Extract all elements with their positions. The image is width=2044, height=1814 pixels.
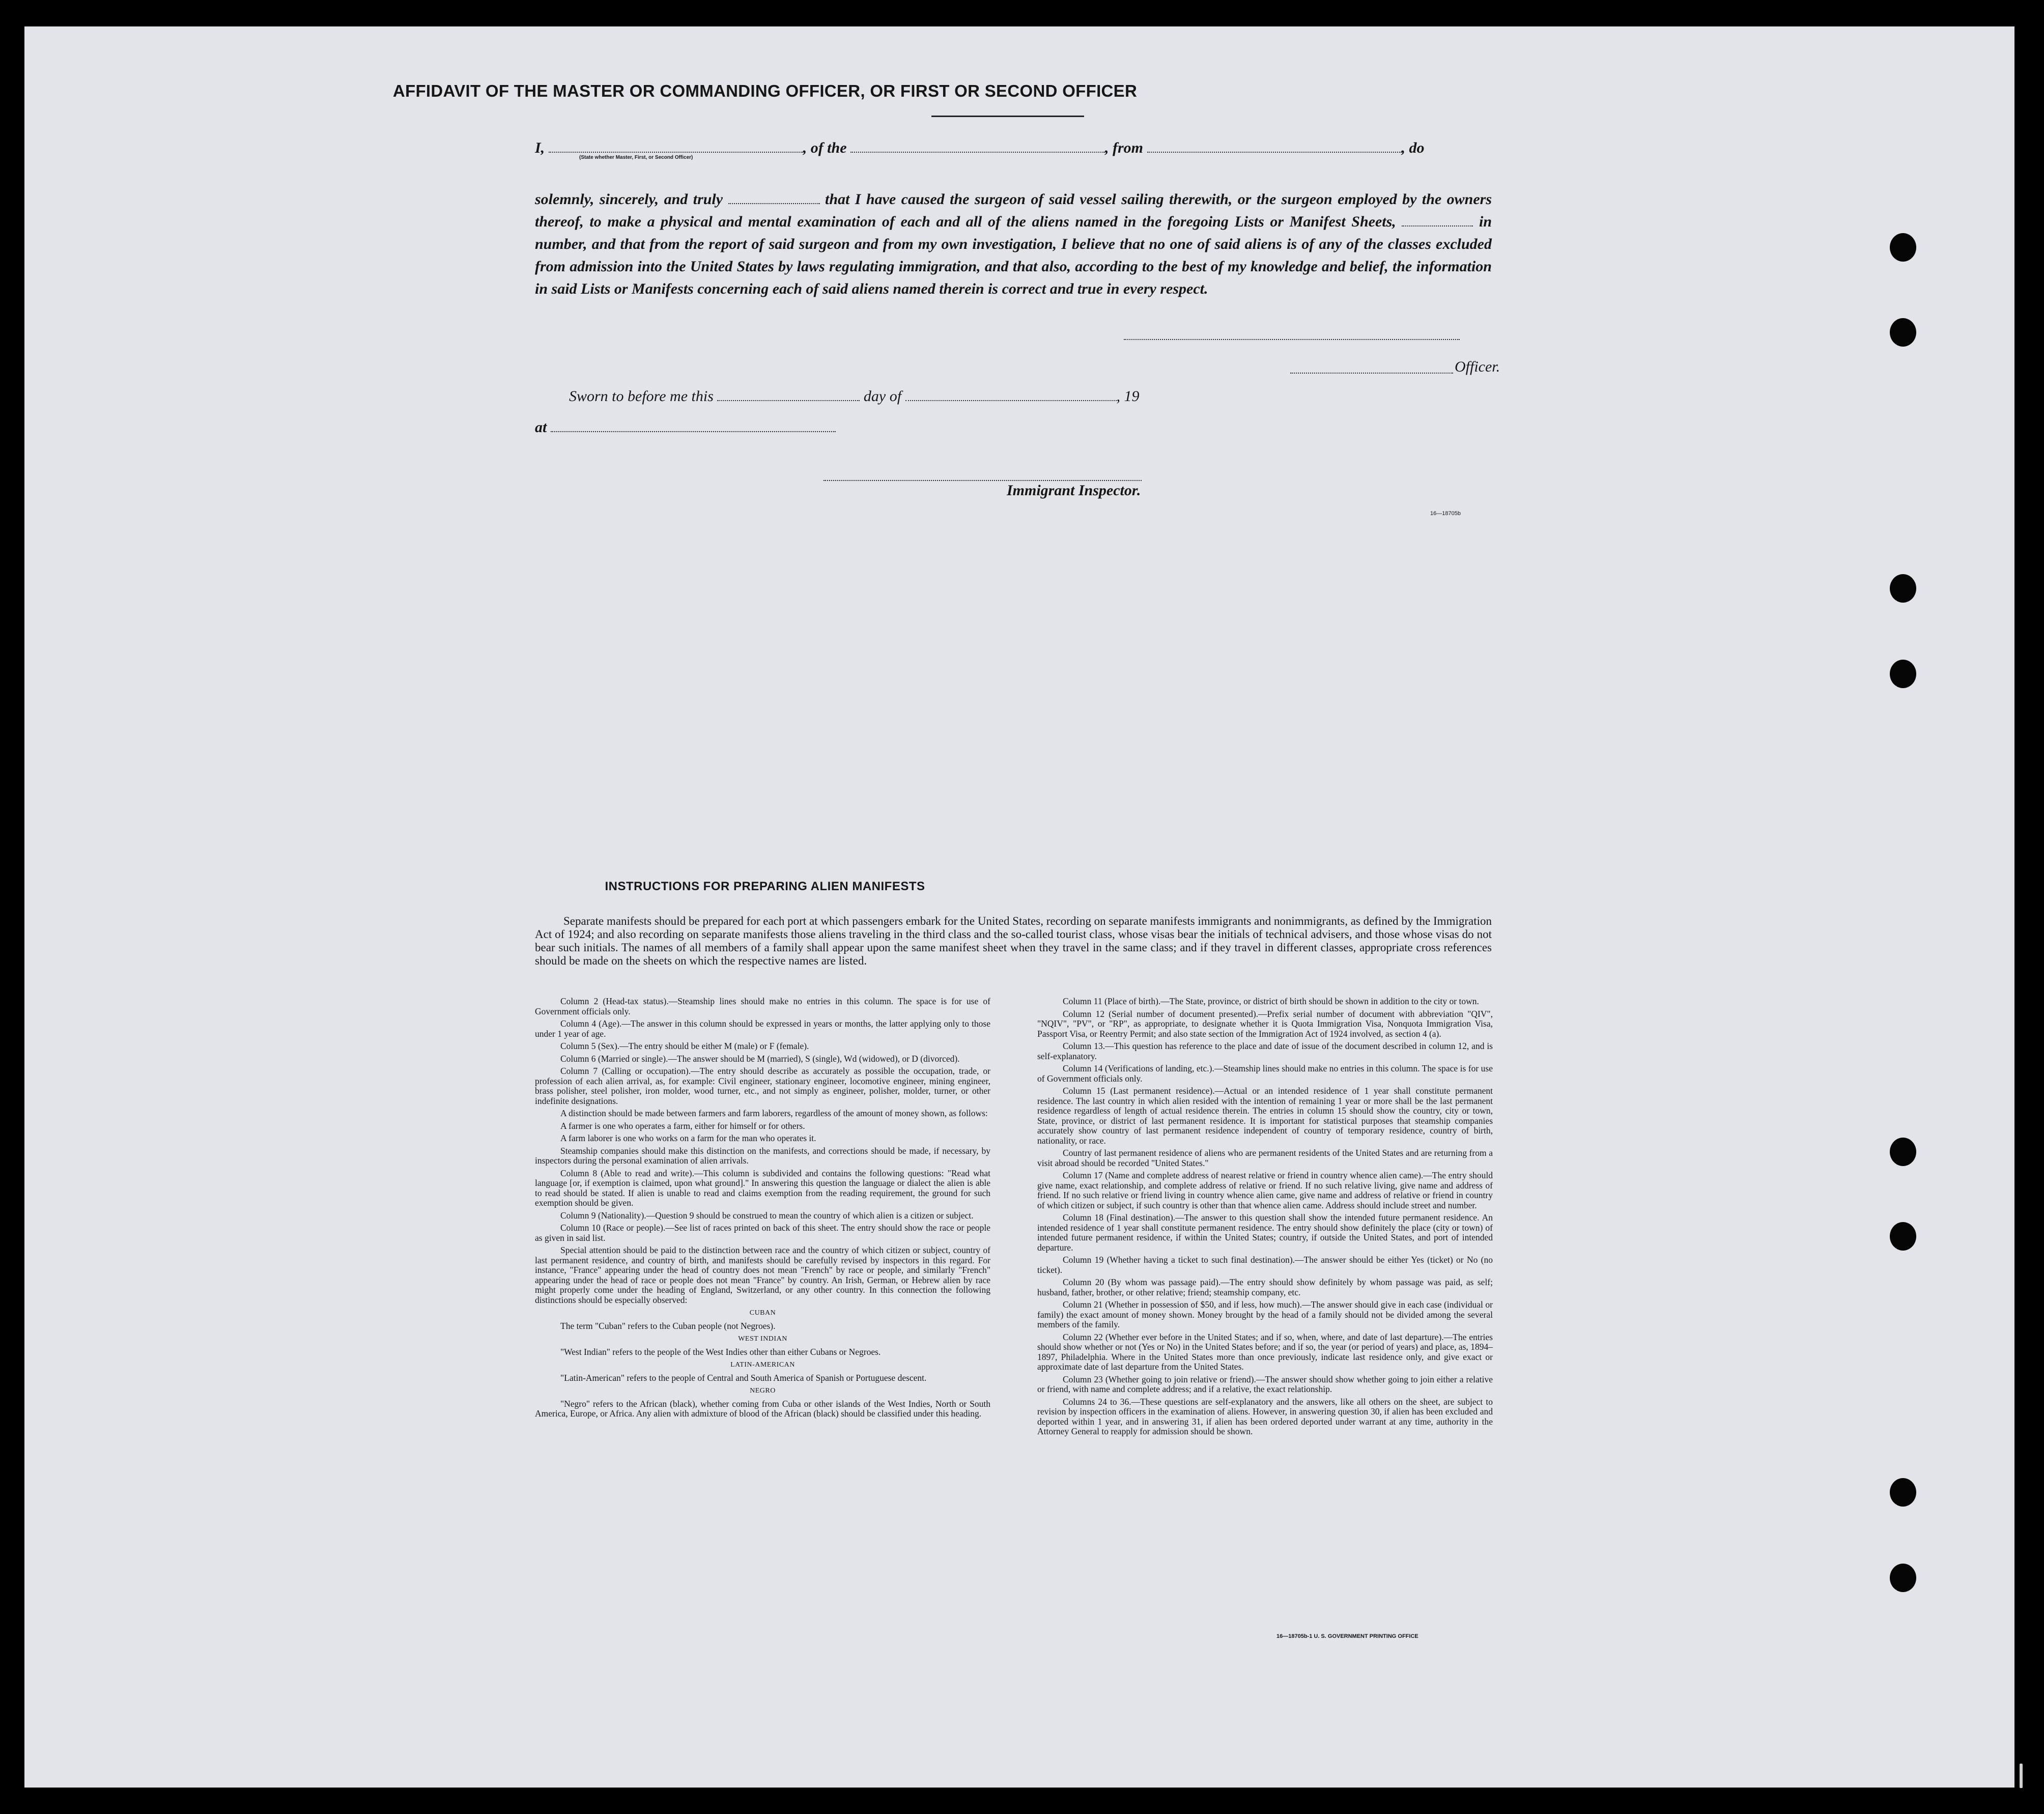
instruction-paragraph: Column 23 (Whether going to join relative or friend).—The answer should show whether going to join either a relative or friend, with name and complete address; and if a relative, the exact relationship. — [1037, 1374, 1493, 1394]
at-line — [535, 419, 1492, 436]
instruction-paragraph: Steamship companies should make this distinction on the manifests, and corrections should be made, if necessary, by inspectors during the personal examination of alien arrivals. — [535, 1145, 990, 1166]
instruction-paragraph: Column 4 (Age).—The answer in this column should be expressed in years or months, the latter applying only to those under 1 year of age. — [535, 1018, 990, 1039]
sworn-place-field[interactable] — [551, 431, 836, 432]
instruction-paragraph: Column 20 (By whom was passage paid).—The entry should show definitely by whom passage was paid, as self; husband, father, brother, or other relative; friend; steamship company, etc. — [1037, 1277, 1493, 1297]
affidavit-i: I, — [535, 139, 545, 156]
punch-hole — [1890, 1478, 1916, 1507]
punch-hole — [1890, 233, 1916, 262]
instructions-right-column — [1037, 997, 1493, 1439]
instruction-paragraph: Column 13.—This question has reference to the place and date of issue of the document described in column 12, and is self-explanatory. — [1037, 1041, 1493, 1061]
punch-hole — [1890, 1564, 1916, 1592]
instructions-title: INSTRUCTIONS FOR PREPARING ALIEN MANIFESTS — [605, 880, 925, 893]
negro-heading: NEGRO — [750, 1387, 776, 1395]
instruction-paragraph: Country of last permanent residence of aliens who are permanent residents of the United States and are returning from a visit abroad should be recorded "United States." — [1037, 1148, 1493, 1168]
manifest-sheet — [24, 26, 2014, 1788]
officer-signature-line[interactable] — [1124, 339, 1460, 340]
affidavit-do: , do — [1401, 139, 1425, 156]
instruction-paragraph: Column 5 (Sex).—The entry should be either M (male) or F (female). — [560, 1041, 809, 1051]
affidavit-body-2: that I have caused the surgeon of said vessel sailing therewith, or the surgeon employed by the owners thereof, to make a physical and mental examination of each and all of the aliens named in the foregoing Lists or Manifest Sheets, — [535, 191, 1492, 230]
punch-hole — [1890, 574, 1916, 603]
instruction-paragraph: Column 15 (Last permanent residence).—Actual or an intended residence of 1 year shall constitute permanent residence. The last country in which alien resided with the intention of remaining 1 year or more shall be the last permanent residence regardless of length of actual residence therein. The entries in column 15 should show the country, city or town, State, province, or district of last permanent residence. It is important for statistical purposes that steamship companies accurately show country of last permanent residence independent of country of temporary residence, country of birth, nationality, or race. — [1037, 1086, 1493, 1146]
sworn-text-2: day of — [863, 388, 902, 405]
scan-mark — [2020, 1764, 2023, 1788]
port-from-field[interactable] — [1147, 152, 1402, 153]
negro-text: "Negro" refers to the African (black), whether coming from Cuba or other islands of the West Indies, North or South America, Europe, or Africa. Any alien with admixture of blood of the African (black) should be classified under this heading. — [535, 1398, 990, 1419]
instruction-paragraph: Special attention should be paid to the distinction between race and the country of which citizen or subject, country of last permanent residence, and country of birth, and manifests should be carefully revised by inspectors in this regard. For instance, "France" appearing under the head of country does not mean "French" by race or people, and similarly "French" appearing under the head of race or people does not mean "France" by country. An Irish, German, or Hebrew alien by race might properly come under the heading of England, Switzerland, or any other country. In this connection the following distinctions should be especially observed: — [535, 1245, 990, 1305]
instruction-paragraph: Column 10 (Race or people).—See list of races printed on back of this sheet. The entry should show the race or people as given in said list. — [535, 1223, 990, 1243]
instruction-paragraph: Column 9 (Nationality).—Question 9 should be construed to mean the country of which alien is a citizen or subject. — [560, 1210, 974, 1221]
instruction-paragraph: Column 11 (Place of birth).—The State, province, or district of birth should be shown in addition to the city or town. — [1063, 996, 1479, 1006]
affidavit-from: , from — [1105, 139, 1144, 156]
officer-label: Officer. — [1455, 358, 1500, 375]
punch-hole — [1890, 318, 1916, 347]
sworn-line — [535, 388, 1492, 405]
instruction-paragraph: Column 21 (Whether in possession of $50, and if less, how much).—The answer should give in each case (individual or family) the exact amount of money shown. Money brought by the head of a family should not be divided among the several members of the family. — [1037, 1299, 1493, 1329]
affidavit-body-1: solemnly, sincerely, and truly — [535, 191, 723, 208]
inspector-signature-line[interactable] — [824, 480, 1142, 481]
instruction-paragraph: Column 7 (Calling or occupation).—The entry should describe as accurately as possible the occupation, trade, or profession of each alien arrival, as, for example: Civil engineer, stationary engineer, locomotive engineer, mining engineer, brass polisher, steel polisher, iron molder, wood turner, etc., and not simply as engineer, polisher, molder, turner, or other indefinite designations. — [535, 1066, 990, 1106]
instruction-paragraph: Column 2 (Head-tax status).—Steamship lines should make no entries in this column. The space is for use of Government officials only. — [535, 996, 990, 1016]
instruction-paragraph: Column 18 (Final destination).—The answer to this question shall show the intended future permanent residence. An intended residence of 1 year shall constitute permanent residence. The entry should show definitely the place (city or town) of intended future permanent residence, if within the United States; country, if outside the United States, and port of intended departure. — [1037, 1212, 1493, 1253]
instruction-paragraph: A farm laborer is one who works on a farm for the man who operates it. — [560, 1133, 816, 1143]
latin-american-text: "Latin-American" refers to the people of Central and South America of Spanish or Portuguese descent. — [560, 1372, 927, 1383]
oath-field[interactable] — [728, 203, 820, 204]
affidavit-body-3: in number, and that from the report of said surgeon and from my own investigation, I believe that no one of said aliens is of any of the classes excluded from admission into the United States by laws regulating immigration, and that also, according to the best of my knowledge and belief, the information in said Lists or Manifests concerning each of said aliens named therein is correct and true in every respect. — [535, 213, 1492, 297]
instructions-intro: Separate manifests should be prepared for each port at which passengers embark for the United States, recording on separate manifests immigrants and nonimmigrants, as defined by the Immigration Act of 1924; and also recording on separate manifests those aliens traveling in the third class and the so-called tourist class, whose visas bear the initials of technical advisers, and those whose visas do not bear such initials. The names of all members of a family shall appear upon the same manifest sheet when they travel in the same class; and if they travel in different classes, appropriate cross references should be made on the sheets on which the respective names are listed. — [535, 915, 1492, 967]
latin-american-heading: LATIN-AMERICAN — [730, 1361, 795, 1369]
cuban-text: The term "Cuban" refers to the Cuban people (not Negroes). — [560, 1320, 776, 1331]
affidavit-of-the: , of the — [803, 139, 847, 156]
affidavit-line-1 — [535, 139, 1492, 157]
instruction-paragraph: Column 22 (Whether ever before in the United States; and if so, when, where, and date of last departure).—The entries should show whether or not (Yes or No) in the United States before; and if so, the year (or period of years) and place, as, 1894–1897, Philadelphia. Where in the United States more than once previously, indicate last residence only, and give exact or approximate date of last departure from the United States. — [1037, 1331, 1493, 1372]
instruction-paragraph: Column 6 (Married or single).—The answer should be M (married), S (single), Wd (widowed), or D (divorced). — [560, 1053, 960, 1064]
punch-hole — [1890, 660, 1916, 688]
sworn-text-1: Sworn to before me this — [569, 388, 714, 405]
west-indian-heading: WEST INDIAN — [738, 1335, 787, 1343]
rank-note: (State whether Master, First, or Second Officer) — [579, 155, 693, 160]
form-number: 16—18705b — [1430, 511, 1461, 517]
at-label: at — [535, 419, 547, 436]
punch-hole — [1890, 1222, 1916, 1251]
officer-title-line[interactable] — [1290, 373, 1453, 374]
inspector-label: Immigrant Inspector. — [1007, 482, 1141, 499]
printing-office-footer: 16—18705b-1 U. S. GOVERNMENT PRINTING OFFICE — [1276, 1633, 1418, 1639]
instruction-paragraph: Column 17 (Name and complete address of nearest relative or friend in country whence alien came).—The entry should give name, exact relationship, and complete address of relative or friend. If no such relative living, give name and address of friend. If no such relative or friend living in country whence alien came, give name and address of relative or friend in country of which citizen or subject, if such country is other than that whence alien came. Address should include street and number. — [1037, 1170, 1493, 1210]
officer-rank-field[interactable] — [549, 152, 803, 153]
cuban-heading: CUBAN — [749, 1309, 776, 1317]
instruction-paragraph: A distinction should be made between farmers and farm laborers, regardless of the amount of money shown, as follows: — [560, 1108, 988, 1118]
title-rule — [931, 116, 1084, 117]
instructions-left-column — [535, 997, 990, 1422]
instruction-paragraph: Columns 24 to 36.—These questions are self-explanatory and the answers, like all others on the sheet, are subject to revision by inspection officers in the examination of aliens. However, in answering question 30, if alien has been excluded and deported within 1 year, and in answering 31, if alien has been ordered deported under warrant at any time, authority in the Attorney General to reapply for admission should be shown. — [1037, 1396, 1493, 1436]
vessel-name-field[interactable] — [850, 152, 1105, 153]
sworn-month-field[interactable] — [905, 400, 1117, 401]
punch-hole — [1890, 1138, 1916, 1166]
west-indian-text: "West Indian" refers to the people of the West Indies other than either Cubans or Negroes. — [560, 1346, 881, 1357]
instruction-paragraph: Column 19 (Whether having a ticket to such final destination).—The answer should be either Yes (ticket) or No (no ticket). — [1037, 1255, 1493, 1275]
sheet-count-field[interactable] — [1402, 225, 1473, 226]
instruction-paragraph: Column 14 (Verifications of landing, etc.).—Steamship lines should make no entries in this column. The space is for use of Government officials only. — [1037, 1063, 1493, 1084]
instruction-paragraph: Column 8 (Able to read and write).—This column is subdivided and contains the following questions: "Read what language [or, if exemption is claimed, upon what ground]." In answering this question the language or dialect the alien is able to read should be stated. If alien is unable to read and claims exemption from the reading requirement, the ground for such exemption should be given. — [535, 1168, 990, 1208]
sworn-text-3: , 19 — [1116, 388, 1140, 405]
instruction-paragraph: Column 12 (Serial number of document presented).—Prefix serial number of document with abbreviation "QIV", "NQIV", "PV", or "RP", as appropriate, to designate whether it is Quota Immigration Visa, Nonquota Immigration Visa, Passport Visa, or Reentry Permit; and also state section of the Immigration Act of 1924 involved, as section 4 (a). — [1037, 1008, 1493, 1039]
sworn-day-field[interactable] — [717, 400, 860, 401]
affidavit-body — [535, 188, 1492, 300]
instruction-paragraph: A farmer is one who operates a farm, either for himself or for others. — [560, 1120, 805, 1131]
affidavit-title: AFFIDAVIT OF THE MASTER OR COMMANDING OFFICER, OR FIRST OR SECOND OFFICER — [392, 81, 1138, 100]
